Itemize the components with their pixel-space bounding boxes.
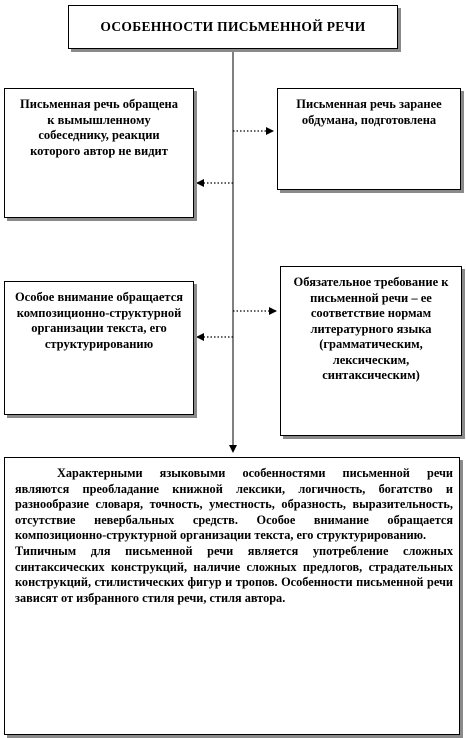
diagram-title: ОСОБЕННОСТИ ПИСЬМЕННОЙ РЕЧИ — [68, 5, 398, 49]
summary-paragraph-2: Типичным для письменной речи является употребление сложных синтаксических конструкций, наличие сложных предлогов, страдательных конструкций, стилистических фигур и тропов. Особенности письменной речи зависят от избранного стиля речи, стиля автора. — [15, 543, 453, 605]
feature-box-text-structure: Особое внимание обращается композиционно-структурной организации текста, его структурированию — [4, 281, 194, 415]
feature-box-literary-norms: Обязательное требование к письменной речи – ее соответствие нормам литературного языка (грамматическим, лексическим, синтаксическим) — [280, 266, 462, 436]
feature-box-imaginary-interlocutor: Письменная речь обращена к вымышленному собеседнику, реакции которого автор не видит — [4, 88, 194, 218]
summary-box — [4, 457, 460, 735]
feature-box-prepared-speech: Письменная речь заранее обдумана, подготовлена — [277, 88, 461, 190]
summary-paragraph-1: Характерными языковыми особенностями письменной речи являются преобладание книжной лексики, логичность, богатство и разнообразие словаря, точность, уместность, образность, выразительность, отсутствие невербальных средств. Особое внимание обращается композиционно-структурной организации текста, его структурированию. — [15, 466, 453, 543]
